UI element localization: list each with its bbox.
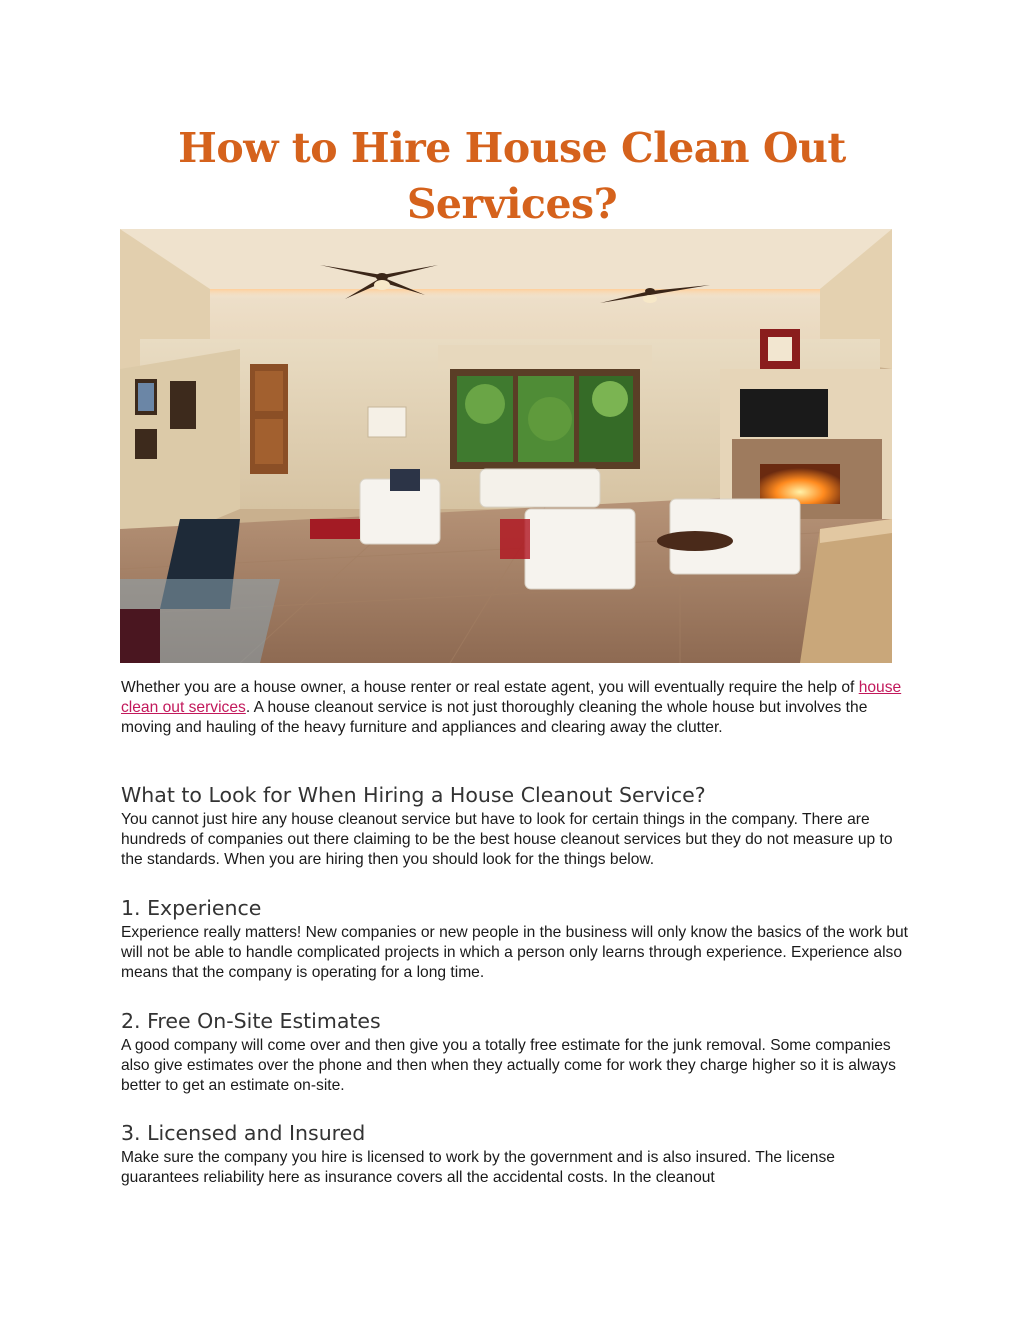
intro-text-after: . A house cleanout service is not just thoroughly cleaning the whole house but involves the moving and hauling of the heavy furniture and appliances and clearing away the clutter.: [121, 699, 868, 736]
section-text-experience: Experience really matters! New companies or new people in the business will only know the basics of the work but will not be able to handle complicated projects in which a person only learns through experience. Experience also means that the company is operating for a long time.: [121, 924, 909, 981]
intro-text-before: Whether you are a house owner, a house renter or real estate agent, you will eventually require the help of: [121, 679, 859, 696]
section-heading-experience: 1. Experience: [121, 896, 262, 920]
section-heading-licensed-insured: 3. Licensed and Insured: [121, 1121, 366, 1145]
page-title: How to Hire House Clean Out Services?: [178, 124, 846, 228]
section-text-what-to-look-for: You cannot just hire any house cleanout service but have to look for certain things in the company. There are hundreds of companies out there claiming to be the best house cleanout services but they do not measure up to the standards. When you are hiring then you should look for the things below.: [121, 811, 893, 868]
living-room-photo: [120, 229, 892, 663]
intro-paragraph: [121, 678, 911, 738]
section-text-licensed-insured: Make sure the company you hire is licensed to work by the government and is also insured. The license guarantees reliability here as insurance covers all the accidental costs. In the cleanout: [121, 1149, 835, 1186]
section-heading-free-estimates: 2. Free On-Site Estimates: [121, 1009, 381, 1033]
house-clean-out-services-link[interactable]: house clean out services: [121, 679, 902, 716]
section-heading-what-to-look-for: What to Look for When Hiring a House Cleanout Service?: [121, 783, 706, 807]
section-text-free-estimates: A good company will come over and then give you a totally free estimate for the junk removal. Some companies also give estimates over the phone and then when they actually come for work they charge higher so it is always better to get an estimate on-site.: [121, 1037, 896, 1094]
